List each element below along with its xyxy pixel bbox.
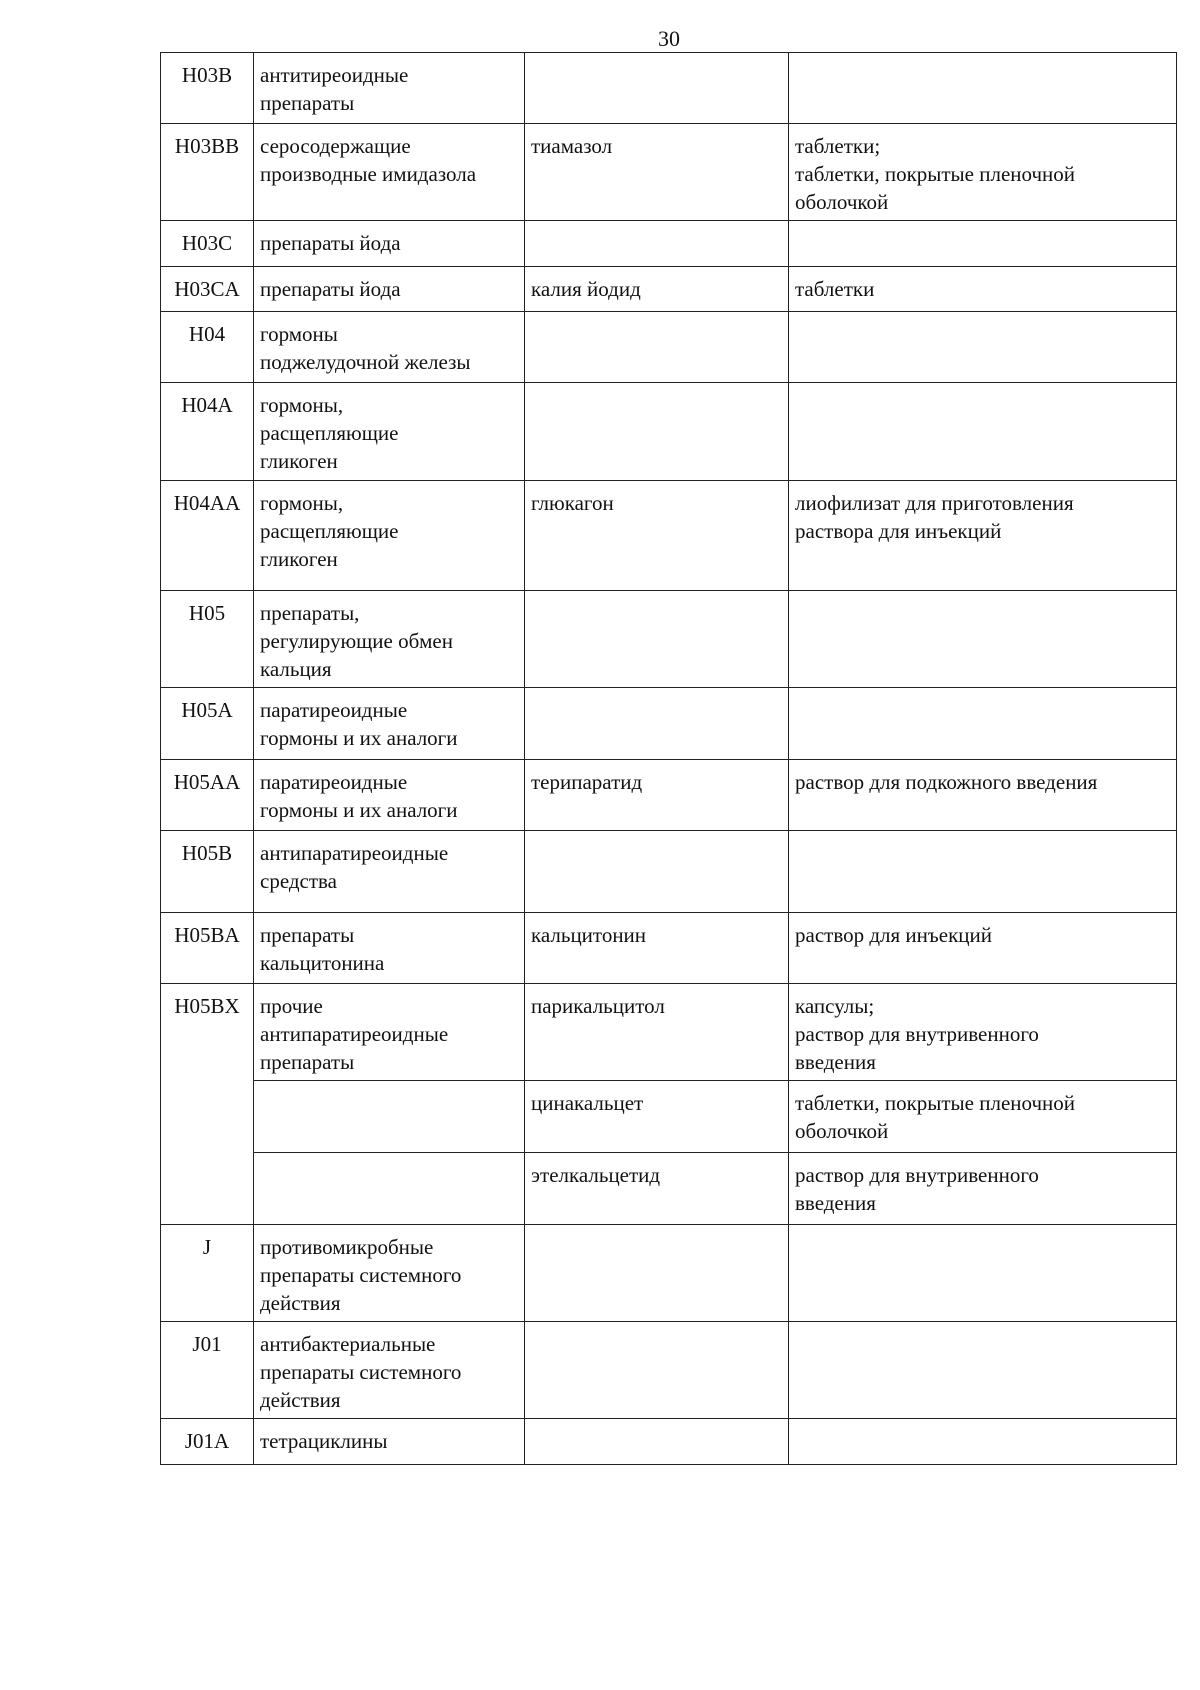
form-cell — [789, 1081, 1177, 1153]
form-text-line: таблетки — [795, 277, 875, 301]
atc-code: H05 — [188, 601, 226, 625]
group-cell — [254, 312, 525, 383]
atc-code: H04 — [188, 322, 226, 346]
group-cell — [254, 1225, 525, 1322]
drug-cell — [525, 688, 789, 760]
group-cell — [254, 688, 525, 760]
table-row — [161, 1419, 1177, 1465]
atc-code: H05A — [181, 698, 233, 722]
atc-code: J01A — [184, 1429, 230, 1453]
form-cell — [789, 383, 1177, 481]
group-text-line: антибактериальные — [260, 1332, 436, 1356]
form-text-line: раствор для подкожного введения — [795, 770, 1098, 794]
form-cell — [789, 591, 1177, 688]
code-cell — [161, 53, 254, 124]
code-cell — [161, 760, 254, 831]
group-text-line: средства — [260, 869, 338, 893]
group-text-line: гормоны, — [260, 491, 344, 515]
group-text-line: серосодержащие — [260, 134, 411, 158]
table-row — [161, 481, 1177, 591]
atc-code: H04AA — [173, 491, 241, 515]
group-text-line: паратиреоидные — [260, 698, 408, 722]
atc-code: J — [202, 1235, 212, 1259]
form-text-line: введения — [795, 1050, 876, 1074]
table-row — [161, 53, 1177, 124]
drug-text-line: этелкальцетид — [531, 1163, 661, 1187]
group-text-line: гормоны и их аналоги — [260, 798, 458, 822]
table-row — [161, 267, 1177, 312]
table-row — [161, 688, 1177, 760]
group-text-line: расщепляющие — [260, 519, 399, 543]
atc-code: H05B — [181, 841, 233, 865]
group-text-line: гормоны — [260, 322, 338, 346]
drug-text-line: кальцитонин — [531, 923, 647, 947]
group-text-line: регулирующие обмен — [260, 629, 453, 653]
drug-cell — [525, 221, 789, 267]
group-text-line: гормоны, — [260, 393, 344, 417]
code-cell — [161, 312, 254, 383]
drug-text-line: терипаратид — [531, 770, 643, 794]
form-cell — [789, 267, 1177, 312]
form-text-line: раствор для внутривенного — [795, 1022, 1039, 1046]
table-row — [161, 383, 1177, 481]
form-cell — [789, 913, 1177, 984]
drug-cell — [525, 481, 789, 591]
atc-code: H03CA — [174, 277, 240, 301]
group-cell — [254, 591, 525, 688]
table-row — [161, 1081, 1177, 1153]
group-text-line: гликоген — [260, 449, 338, 473]
form-text-line: капсулы; — [795, 994, 875, 1018]
group-text-line: тетрациклины — [260, 1429, 388, 1453]
table-row — [161, 1225, 1177, 1322]
drug-cell — [525, 53, 789, 124]
drug-text-line: цинакальцет — [531, 1091, 644, 1115]
code-cell — [161, 1081, 254, 1153]
group-text-line: препараты — [260, 1050, 355, 1074]
drug-text-line: калия йодид — [531, 277, 641, 301]
page-number: 30 — [658, 26, 680, 51]
atc-code: H05BA — [174, 923, 240, 947]
group-text-line: препараты йода — [260, 277, 401, 301]
group-text-line: гормоны и их аналоги — [260, 726, 458, 750]
drug-cell — [525, 913, 789, 984]
group-cell — [254, 1153, 525, 1225]
drug-cell — [525, 1419, 789, 1465]
group-text-line: действия — [260, 1388, 341, 1412]
form-text-line: таблетки, покрытые пленочной — [795, 1091, 1076, 1115]
form-cell — [789, 221, 1177, 267]
table-body — [161, 53, 1177, 1465]
form-cell — [789, 312, 1177, 383]
table-row — [161, 913, 1177, 984]
group-text-line: паратиреоидные — [260, 770, 408, 794]
form-text-line: раствор для внутривенного — [795, 1163, 1039, 1187]
drug-cell — [525, 831, 789, 913]
group-text-line: прочие — [260, 994, 323, 1018]
group-text-line: действия — [260, 1291, 341, 1315]
drug-cell — [525, 1225, 789, 1322]
atc-code: H03BB — [174, 134, 240, 158]
group-cell — [254, 831, 525, 913]
form-cell — [789, 53, 1177, 124]
group-cell — [254, 913, 525, 984]
form-text-line: таблетки, покрытые пленочной — [795, 162, 1076, 186]
form-cell — [789, 1419, 1177, 1465]
form-cell — [789, 1225, 1177, 1322]
group-text-line: препараты — [260, 923, 355, 947]
table-row — [161, 1153, 1177, 1225]
drug-cell — [525, 984, 789, 1081]
group-cell — [254, 124, 525, 221]
form-cell — [789, 688, 1177, 760]
group-cell — [254, 267, 525, 312]
group-text-line: препараты, — [260, 601, 360, 625]
atc-code: H03C — [181, 231, 233, 255]
drug-cell — [525, 312, 789, 383]
table-row — [161, 760, 1177, 831]
table-row — [161, 124, 1177, 221]
code-cell — [161, 688, 254, 760]
code-cell — [161, 1322, 254, 1419]
group-text-line: препараты системного — [260, 1263, 462, 1287]
group-cell — [254, 1081, 525, 1153]
code-cell — [161, 481, 254, 591]
group-text-line: гликоген — [260, 547, 338, 571]
drug-cell — [525, 124, 789, 221]
table-row — [161, 221, 1177, 267]
group-text-line: противомикробные — [260, 1235, 434, 1259]
group-cell — [254, 760, 525, 831]
drug-table — [160, 52, 1177, 1465]
atc-code: J01 — [192, 1332, 222, 1356]
group-text-line: препараты — [260, 91, 355, 115]
code-cell — [161, 221, 254, 267]
form-text-line: раствор для инъекций — [795, 923, 992, 947]
table-row — [161, 984, 1177, 1081]
group-text-line: производные имидазола — [260, 162, 477, 186]
form-text-line: таблетки; — [795, 134, 881, 158]
drug-cell — [525, 383, 789, 481]
group-cell — [254, 383, 525, 481]
drug-cell — [525, 1153, 789, 1225]
group-text-line: поджелудочной железы — [260, 350, 471, 374]
group-cell — [254, 1419, 525, 1465]
form-text-line: оболочкой — [795, 1119, 889, 1143]
form-text-line: оболочкой — [795, 190, 889, 214]
code-cell — [161, 1153, 254, 1225]
form-cell — [789, 1322, 1177, 1419]
form-cell — [789, 124, 1177, 221]
drug-cell — [525, 591, 789, 688]
drug-text-line: глюкагон — [531, 491, 614, 515]
group-text-line: антипаратиреоидные — [260, 841, 449, 865]
code-cell — [161, 383, 254, 481]
group-text-line: кальция — [260, 657, 332, 681]
group-text-line: расщепляющие — [260, 421, 399, 445]
code-cell — [161, 591, 254, 688]
group-cell — [254, 481, 525, 591]
table-row — [161, 591, 1177, 688]
code-cell — [161, 913, 254, 984]
group-cell — [254, 53, 525, 124]
drug-text-line: парикальцитол — [531, 994, 665, 1018]
group-text-line: антипаратиреоидные — [260, 1022, 449, 1046]
form-cell — [789, 831, 1177, 913]
form-cell — [789, 481, 1177, 591]
code-cell — [161, 831, 254, 913]
atc-code: H04A — [181, 393, 233, 417]
form-cell — [789, 1153, 1177, 1225]
atc-code: H05BX — [174, 994, 240, 1018]
form-cell — [789, 984, 1177, 1081]
group-text-line: кальцитонина — [260, 951, 385, 975]
atc-code: H05AA — [173, 770, 241, 794]
code-cell — [161, 267, 254, 312]
code-cell — [161, 984, 254, 1081]
group-cell — [254, 1322, 525, 1419]
group-cell — [254, 984, 525, 1081]
form-text-line: раствора для инъекций — [795, 519, 1002, 543]
group-cell — [254, 221, 525, 267]
atc-code: H03B — [181, 63, 233, 87]
drug-cell — [525, 267, 789, 312]
code-cell — [161, 1225, 254, 1322]
group-text-line: препараты системного — [260, 1360, 462, 1384]
group-text-line: препараты йода — [260, 231, 401, 255]
code-cell — [161, 124, 254, 221]
drug-cell — [525, 760, 789, 831]
drug-text-line: тиамазол — [531, 134, 613, 158]
group-text-line: антитиреоидные — [260, 63, 409, 87]
table-row — [161, 831, 1177, 913]
table-row — [161, 312, 1177, 383]
code-cell — [161, 1419, 254, 1465]
drug-cell — [525, 1322, 789, 1419]
form-cell — [789, 760, 1177, 831]
table-row — [161, 1322, 1177, 1419]
form-text-line: лиофилизат для приготовления — [795, 491, 1074, 515]
form-text-line: введения — [795, 1191, 876, 1215]
drug-cell — [525, 1081, 789, 1153]
